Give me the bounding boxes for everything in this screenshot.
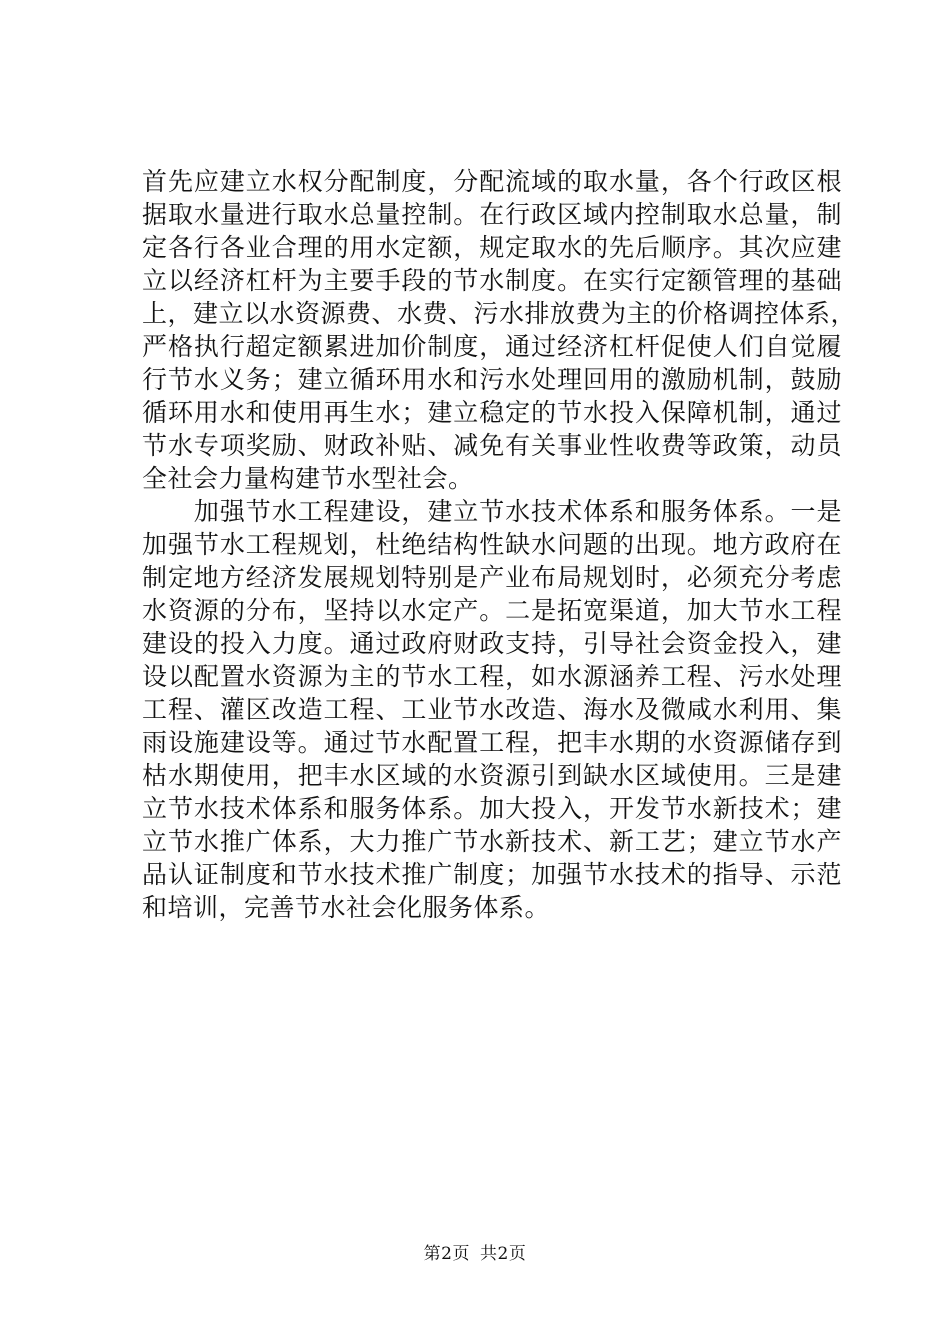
text-line: 节水专项奖励、财政补贴、减免有关事业性收费等政策，动员 (142, 431, 842, 460)
page-number: 第2页 (423, 1244, 470, 1264)
text-line: 制定地方经济发展规划特别是产业布局规划时，必须充分考虑 (142, 563, 842, 592)
text-line: 加强节水工程规划，杜绝结构性缺水问题的出现。地方政府在 (142, 530, 842, 559)
text-line: 立以经济杠杆为主要手段的节水制度。在实行定额管理的基础 (142, 266, 842, 295)
page-footer (0, 1242, 950, 1266)
text-line: 工程、灌区改造工程、工业节水改造、海水及微咸水利用、集 (142, 695, 842, 724)
page-total: 共2页 (480, 1244, 527, 1264)
text-line: 行节水义务；建立循环用水和污水处理回用的激励机制，鼓励 (142, 365, 842, 394)
text-line: 全社会力量构建节水型社会。 (142, 464, 474, 493)
text-line: 建设的投入力度。通过政府财政支持，引导社会资金投入，建 (142, 629, 842, 658)
text-line: 水资源的分布，坚持以水定产。二是拓宽渠道，加大节水工程 (142, 596, 842, 625)
text-line: 加强节水工程建设，建立节水技术体系和服务体系。一是 (142, 497, 842, 526)
text-line: 循环用水和使用再生水；建立稳定的节水投入保障机制，通过 (142, 398, 842, 427)
text-line: 上，建立以水资源费、水费、污水排放费为主的价格调控体系， (142, 299, 857, 328)
text-line: 据取水量进行取水总量控制。在行政区域内控制取水总量，制 (142, 200, 842, 229)
body-text (142, 165, 857, 924)
text-line: 首先应建立水权分配制度，分配流域的取水量，各个行政区根 (142, 167, 842, 196)
text-line: 定各行各业合理的用水定额，规定取水的先后顺序。其次应建 (142, 233, 842, 262)
text-line: 和培训，完善节水社会化服务体系。 (142, 893, 551, 922)
text-line: 设以配置水资源为主的节水工程，如水源涵养工程、污水处理 (142, 662, 842, 691)
text-line: 品认证制度和节水技术推广制度；加强节水技术的指导、示范 (142, 860, 842, 889)
text-line: 雨设施建设等。通过节水配置工程，把丰水期的水资源储存到 (142, 728, 842, 757)
text-line: 严格执行超定额累进加价制度，通过经济杠杆促使人们自觉履 (142, 332, 842, 361)
text-line: 立节水技术体系和服务体系。加大投入，开发节水新技术；建 (142, 794, 842, 823)
text-line: 立节水推广体系，大力推广节水新技术、新工艺；建立节水产 (142, 827, 842, 856)
text-line: 枯水期使用，把丰水区域的水资源引到缺水区域使用。三是建 (142, 761, 842, 790)
